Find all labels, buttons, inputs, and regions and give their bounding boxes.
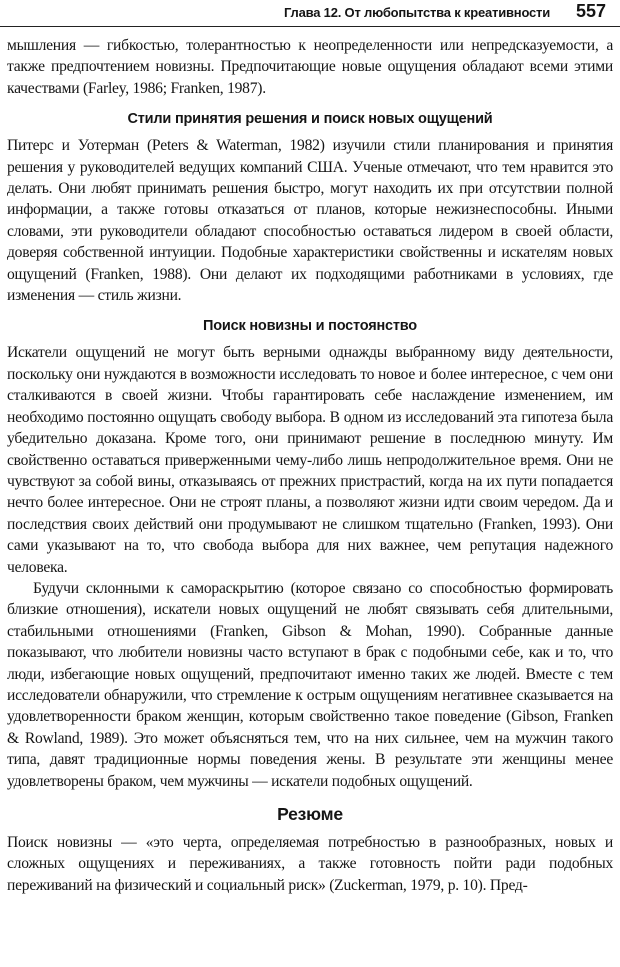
paragraph-novelty-constancy: Искатели ощущений не могут быть верными однажды выбранному виду деятельности, поскольку они нуждаются в возможности исследовать то новое и более интересное, с чем они сталкиваются в своей жизни. Чтобы гарантировать себе наслаждение изменением, им необходимо постоянно ощущать свободу выбора. В одном из исследований эта гипотеза была убедительно доказана. Кроме того, они принимают решение в последнюю минуту. Им свойственно оставаться приверженными чему-либо лишь непродолжительное время. Они не чувствуют за собой вины, отказываясь от прежних пристрастий, когда на их пути попадается нечто более интересное. Они не строят планы, а позволяют жизни идти своим чередом. Да и последствия своих действий они продумывают не слишком тщательно (Franken, 1993). Они сами указывают на то, что свобода выбора для них важнее, чем репутация надежного человека. <box>7 344 613 576</box>
paragraph-relationships: Будучи склонными к самораскрытию (которое связано со способностью формировать близкие отношения), искатели новых ощущений не любят связывать себя длительными, стабильными отношениями (Franken, Gibson & Mohan, 1990). Собранные данные показывают, что любители новизны часто вступают в брак с подобными себе, как и то, что люди, избегающие новых ощущений, предпочитают именно таких же людей. Вместе с тем исследователи обнаружили, что стремление к острым ощущениям негативнее сказывается на удовлетворенности браком женщин, которым свойственно такое поведение (Gibson, Franken & Rowland, 1989). Это может объясняться тем, что на них сильнее, чем на мужчин такого типа, давят традиционные нормы поведения жены. В результате эти женщины менее удовлетворены браком, чем мужчины — искатели подобных ощущений. <box>7 579 613 790</box>
section-heading-decision-styles: Стили принятия решения и поиск новых ощущений <box>127 111 493 128</box>
paragraph-continuation: мышления — гибкостью, толерантностью к неопределенности или непредсказуемости, а также предпочтением новизны. Предпочитающие новые ощущения обладают всеми этими качествами (Farley, 1986; Franken, 1987). <box>7 37 613 97</box>
page-body <box>7 35 613 896</box>
section-heading-novelty-constancy: Поиск новизны и постоянство <box>203 318 417 335</box>
page-number: 557 <box>575 1 606 21</box>
running-header <box>0 0 620 30</box>
paragraph-decision-styles: Питерс и Уотерман (Peters & Waterman, 1982) изучили стили планирования и принятия решения у руководителей ведущих компаний США. Ученые отмечают, что тем нравится это делать. Они любят принимать решения быстро, могут находить их при отсутствии полной информации, а также готовы отказаться от планов, которые нежизнеспособны. Иными словами, эти руководители обладают способностью оставаться лидером в своей области, доверяя собственной интуиции. Подобные характеристики свойственны и искателям новых ощущений (Franken, 1988). Они делают их подходящими работниками в условиях, где изменения — стиль жизни. <box>7 137 613 305</box>
section-heading-summary: Резюме <box>277 804 343 824</box>
header-divider <box>0 26 620 27</box>
paragraph-summary: Поиск новизны — «это черта, определяемая потребностью в разнообразных, новых и сложных ощущениях и переживаниях, а также готовность пойти ради подобных переживаний на физический и социальный риск» (Zuckerman, 1979, p. 10). Пред- <box>7 834 613 894</box>
chapter-title: Глава 12. От любопытства к креативности <box>284 5 550 20</box>
